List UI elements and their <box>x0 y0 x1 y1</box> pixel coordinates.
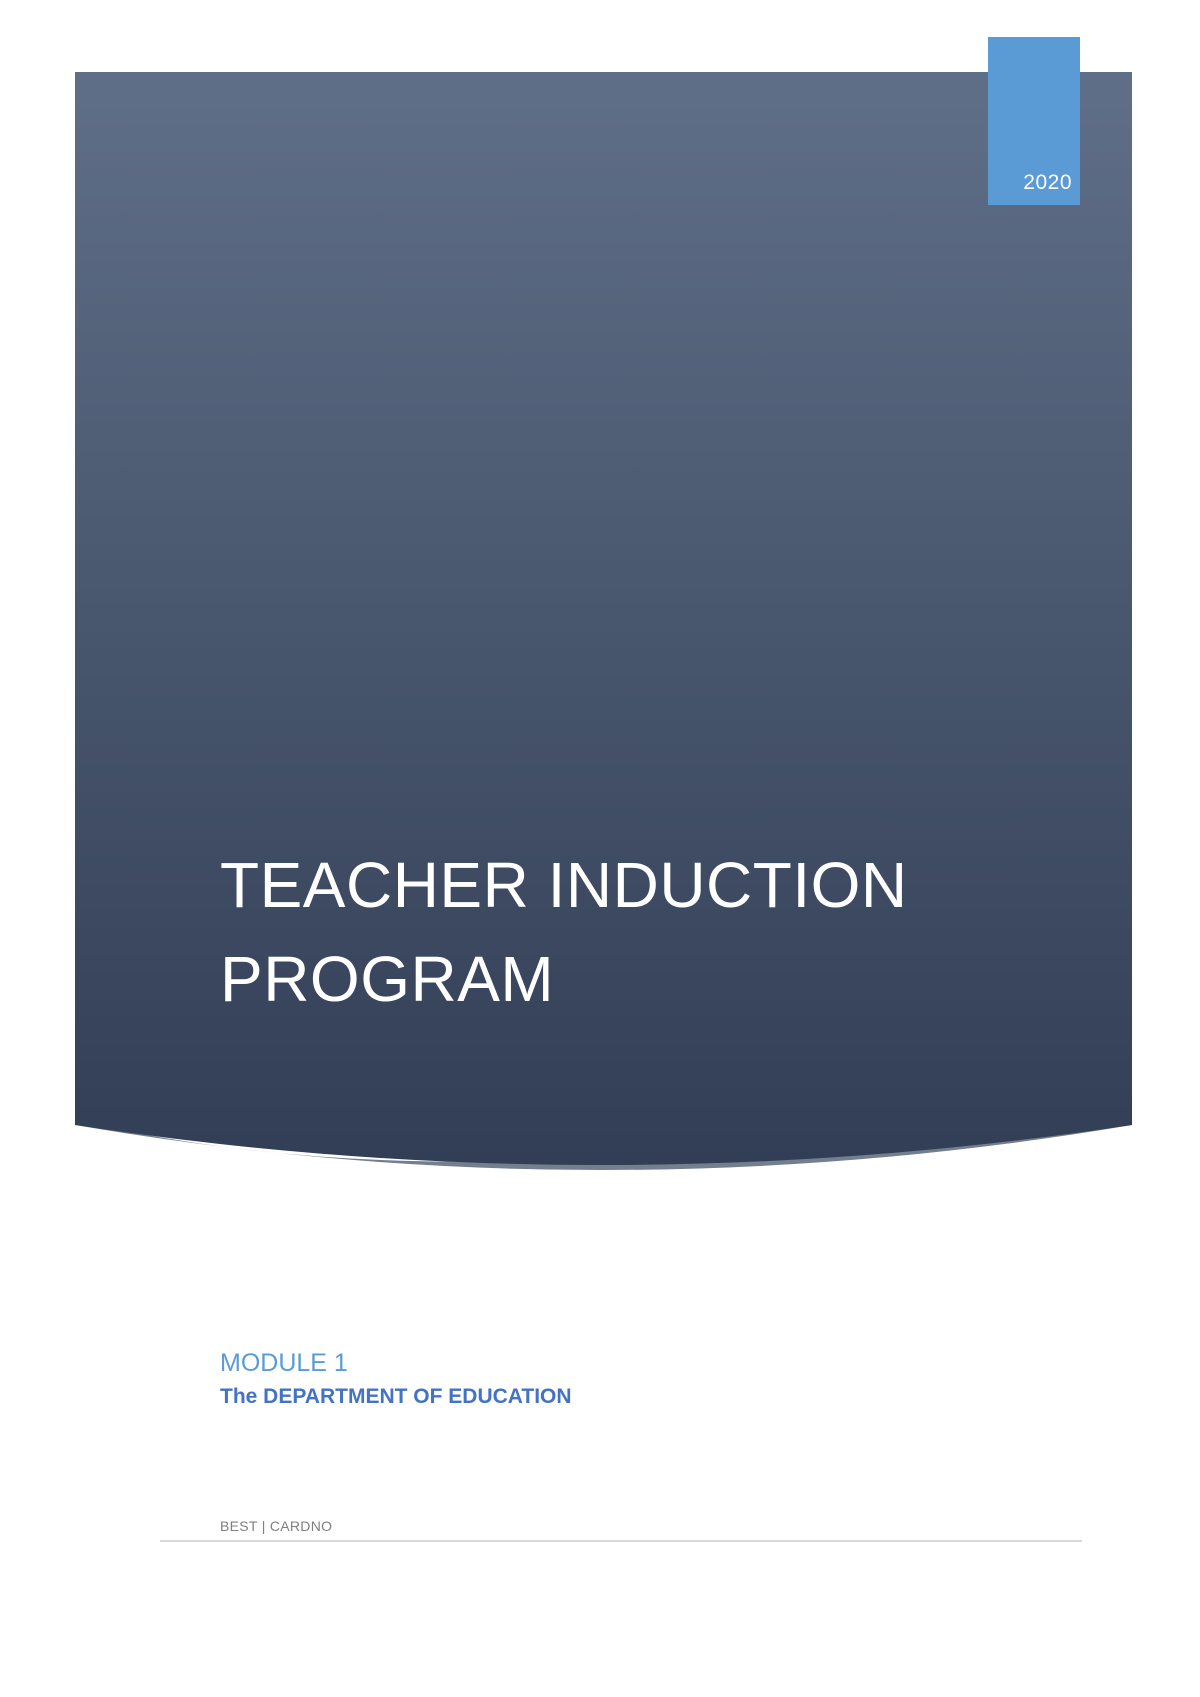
title-line-2: PROGRAM <box>220 943 555 1015</box>
module-label: MODULE 1 <box>220 1349 348 1377</box>
module-subtitle: The DEPARTMENT OF EDUCATION <box>220 1385 572 1408</box>
year-label: 2020 <box>1023 171 1072 194</box>
title-line-1: TEACHER INDUCTION <box>220 849 908 921</box>
author-line: BEST | CARDNO <box>220 1518 333 1534</box>
year-tab <box>988 37 1080 205</box>
document-title <box>220 838 1000 1026</box>
footer-divider <box>160 1540 1082 1542</box>
